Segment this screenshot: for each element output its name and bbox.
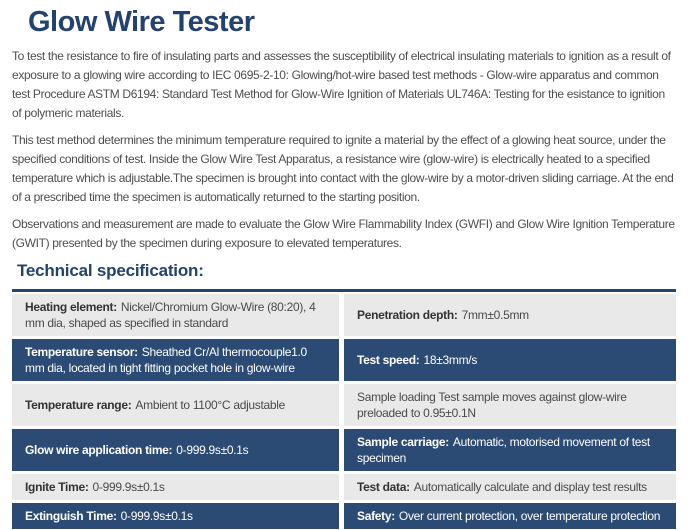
spec-text: Sample loading Test sample moves against glow-wire preloaded to 0.95±0.1N	[357, 390, 627, 420]
spec-text: 0-999.9s±0.1s	[92, 480, 165, 494]
spec-text: 18±3mm/s	[423, 353, 478, 367]
spec-cell-right	[344, 503, 676, 529]
spec-label: Heating element:	[25, 300, 117, 314]
spec-text: Ambient to 1100°C adjustable	[135, 398, 286, 412]
table-row	[12, 339, 676, 381]
table-row	[12, 474, 676, 500]
spec-cell-left	[12, 503, 339, 529]
spec-text: 0-999.9s±0.1s	[176, 443, 249, 457]
table-row	[12, 429, 676, 471]
spec-text: Sheathed Cr/Al thermocouple1.0 mm dia, located in tight fitting pocket hole in glow-wire	[25, 345, 307, 375]
spec-label: Test data:	[357, 480, 410, 494]
table-row	[12, 384, 676, 426]
spec-cell-content	[25, 508, 193, 524]
table-row	[12, 294, 676, 336]
page-title: Glow Wire Tester	[28, 6, 255, 38]
spec-cell-right	[344, 294, 676, 336]
spec-label: Ignite Time:	[25, 480, 89, 494]
spec-text: Nickel/Chromium Glow-Wire (80:20), 4 mm dia, shaped as specified in standard	[25, 300, 316, 330]
spec-cell-content	[25, 397, 285, 413]
spec-cell-content	[357, 479, 647, 495]
spec-text: 7mm±0.5mm	[461, 308, 529, 322]
intro-paragraph-2: This test method determines the minimum temperature required to ignite a material by the effect of a glowing heat source, under the specified conditions of test. Inside the Glow Wire Test Apparatus, a resistance wire (glow-wire) is electrically heated to a specified temperature which is adjustable.The specimen is brought into contact with the glow-wire by a motor-driven sliding carriage. At the end of a prescribed time the specimen is automatically returned to the starting position.	[12, 133, 674, 204]
spec-cell-content	[357, 352, 477, 368]
section-heading: Technical specification:	[17, 261, 204, 280]
spec-text: 0-999.9s±0.1s	[120, 509, 193, 523]
spec-cell-content	[357, 434, 663, 466]
spec-cell-content	[357, 389, 663, 421]
spec-cell-left	[12, 474, 339, 500]
spec-label: Test speed:	[357, 353, 420, 367]
spec-label: Temperature range:	[25, 398, 132, 412]
spec-cell-left	[12, 384, 339, 426]
spec-cell-right	[344, 474, 676, 500]
spec-text: Automatically calculate and display test results	[413, 480, 647, 494]
spec-cell-right	[344, 429, 676, 471]
spec-label: Glow wire application time:	[25, 443, 173, 457]
spec-cell-right	[344, 339, 676, 381]
spec-label: Sample carriage:	[357, 435, 449, 449]
intro-paragraph-3: Observations and measurement are made to evaluate the Glow Wire Flammability Index (GWFI) and Glow Wire Ignition Temperature (GWIT) presented by the specimen during exposure to elevated temperatures.	[12, 217, 675, 250]
intro-paragraph-1: To test the resistance to fire of insulating parts and assesses the susceptibility of electrical insulating materials to ignition as a result of exposure to a glowing wire according to IEC 0695-2-10: Glowing/hot-wire based test methods - Glow-wire apparatus and common test Procedure ASTM D6194: Standard Test Method for Glow-Wire Ignition of Materials UL746A: Testing for the esistance to ignition of polymeric materials.	[12, 49, 671, 120]
spec-cell-left	[12, 294, 339, 336]
spec-cell-content	[25, 299, 326, 331]
spec-cell-content	[25, 344, 326, 376]
spec-cell-content	[25, 479, 165, 495]
spec-text: Automatic, motorised movement of test specimen	[357, 435, 650, 465]
spec-table	[12, 294, 676, 529]
spec-text: Over current protection, over temperature protection	[398, 509, 661, 523]
spec-cell-right	[344, 384, 676, 426]
table-row	[12, 503, 676, 529]
spec-label: Safety:	[357, 509, 395, 523]
spec-cell-content	[357, 508, 660, 524]
spec-label: Temperature sensor:	[25, 345, 138, 359]
spec-label: Penetration depth:	[357, 308, 458, 322]
spec-label: Extinguish Time:	[25, 509, 117, 523]
spec-cell-left	[12, 429, 339, 471]
spec-cell-content	[25, 442, 248, 458]
table-top-rule	[12, 289, 676, 292]
spec-cell-content	[357, 307, 529, 323]
spec-cell-left	[12, 339, 339, 381]
